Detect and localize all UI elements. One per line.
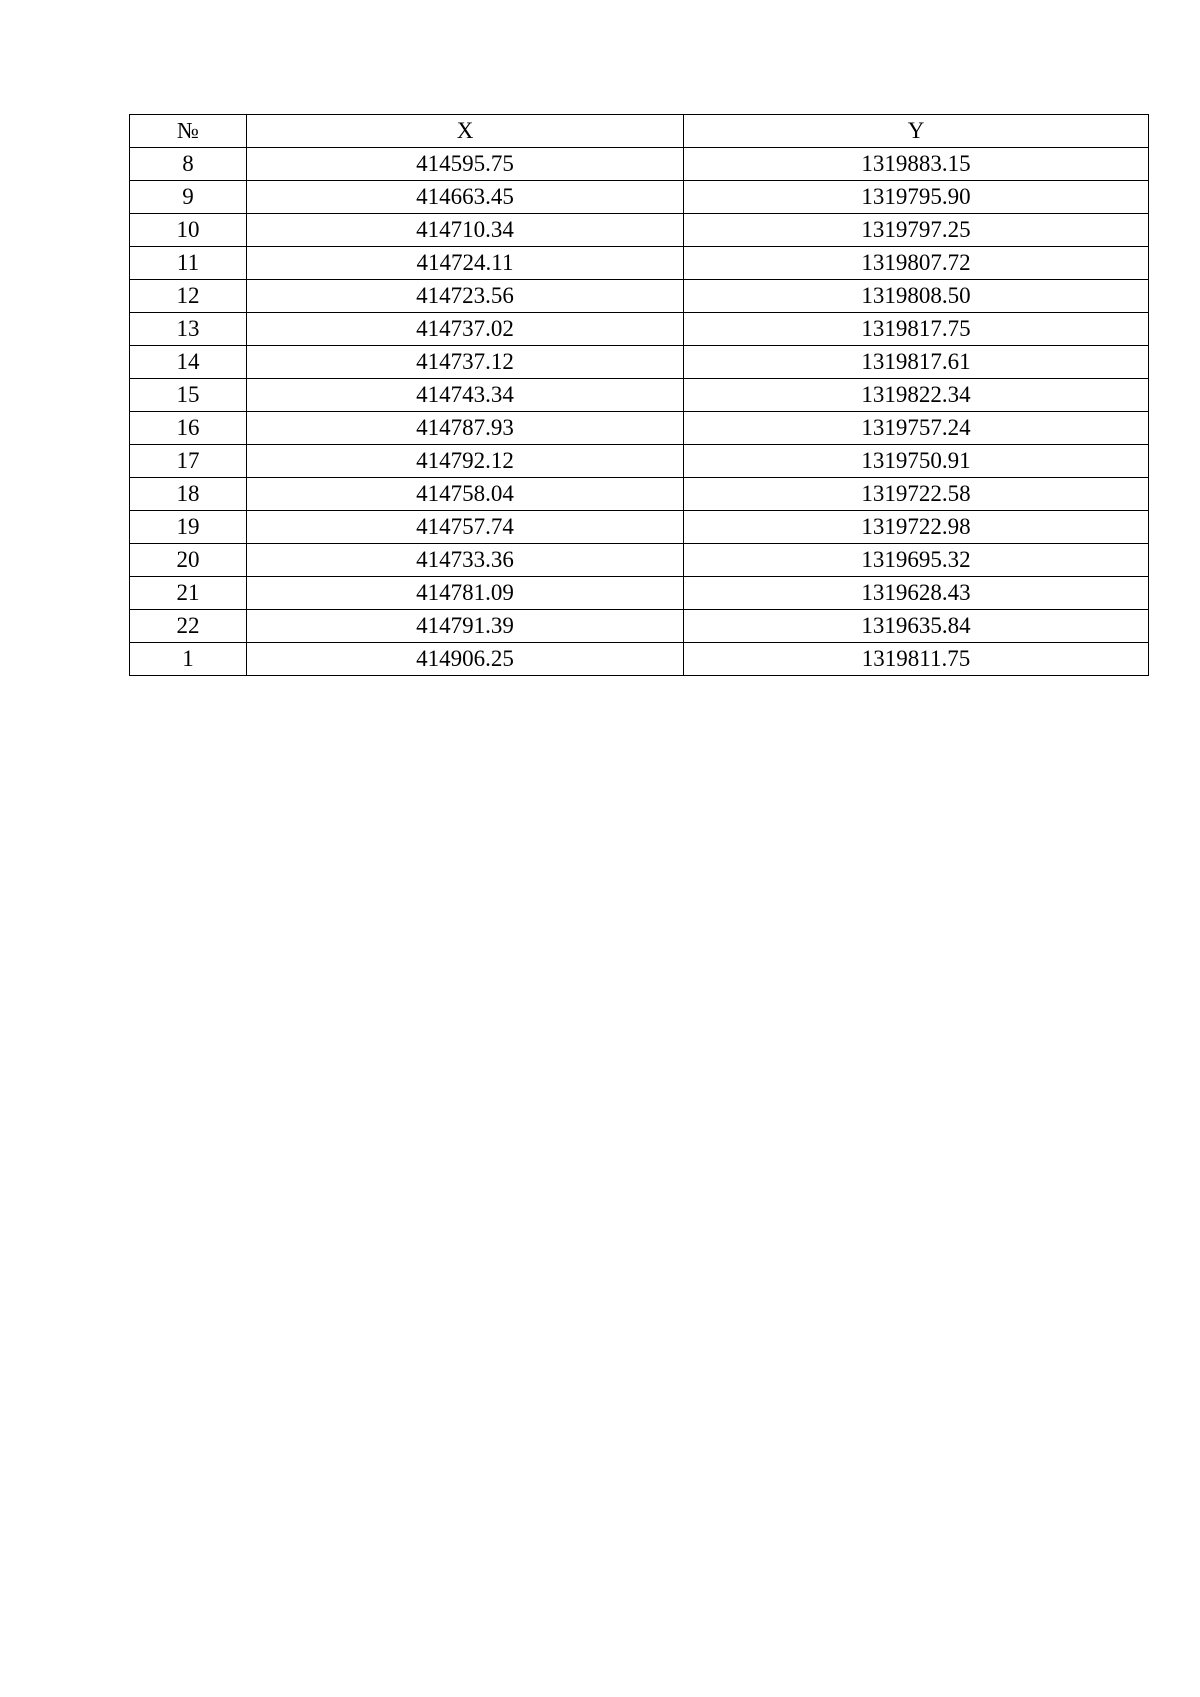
cell-x: 414724.11 — [247, 247, 684, 280]
cell-y: 1319750.91 — [684, 445, 1149, 478]
cell-y: 1319797.25 — [684, 214, 1149, 247]
cell-number: 1 — [130, 643, 247, 676]
cell-number: 22 — [130, 610, 247, 643]
table-row — [130, 280, 1149, 313]
cell-number: 10 — [130, 214, 247, 247]
cell-x: 414723.56 — [247, 280, 684, 313]
cell-number: 8 — [130, 148, 247, 181]
cell-y: 1319808.50 — [684, 280, 1149, 313]
header-number: № — [130, 115, 247, 148]
table-header — [130, 115, 1149, 148]
table-row — [130, 610, 1149, 643]
cell-x: 414758.04 — [247, 478, 684, 511]
cell-number: 17 — [130, 445, 247, 478]
cell-y: 1319817.75 — [684, 313, 1149, 346]
cell-number: 9 — [130, 181, 247, 214]
table-body — [130, 148, 1149, 676]
cell-number: 21 — [130, 577, 247, 610]
cell-y: 1319695.32 — [684, 544, 1149, 577]
table-row — [130, 511, 1149, 544]
header-x: X — [247, 115, 684, 148]
cell-x: 414787.93 — [247, 412, 684, 445]
cell-number: 16 — [130, 412, 247, 445]
cell-x: 414733.36 — [247, 544, 684, 577]
table-row — [130, 148, 1149, 181]
header-y: Y — [684, 115, 1149, 148]
cell-x: 414791.39 — [247, 610, 684, 643]
cell-y: 1319795.90 — [684, 181, 1149, 214]
header-row — [130, 115, 1149, 148]
table-row — [130, 181, 1149, 214]
cell-y: 1319635.84 — [684, 610, 1149, 643]
cell-x: 414710.34 — [247, 214, 684, 247]
cell-number: 12 — [130, 280, 247, 313]
table-row — [130, 478, 1149, 511]
table-row — [130, 445, 1149, 478]
cell-y: 1319757.24 — [684, 412, 1149, 445]
cell-number: 13 — [130, 313, 247, 346]
cell-x: 414906.25 — [247, 643, 684, 676]
cell-y: 1319811.75 — [684, 643, 1149, 676]
cell-x: 414663.45 — [247, 181, 684, 214]
table-row — [130, 379, 1149, 412]
table-row — [130, 577, 1149, 610]
cell-x: 414757.74 — [247, 511, 684, 544]
cell-number: 19 — [130, 511, 247, 544]
table-row — [130, 346, 1149, 379]
cell-y: 1319822.34 — [684, 379, 1149, 412]
cell-y: 1319883.15 — [684, 148, 1149, 181]
cell-number: 11 — [130, 247, 247, 280]
cell-x: 414737.12 — [247, 346, 684, 379]
coordinates-table — [129, 114, 1149, 676]
cell-number: 15 — [130, 379, 247, 412]
table-row — [130, 643, 1149, 676]
cell-y: 1319628.43 — [684, 577, 1149, 610]
table-row — [130, 214, 1149, 247]
cell-number: 14 — [130, 346, 247, 379]
cell-x: 414595.75 — [247, 148, 684, 181]
cell-y: 1319817.61 — [684, 346, 1149, 379]
cell-x: 414743.34 — [247, 379, 684, 412]
cell-number: 18 — [130, 478, 247, 511]
cell-x: 414737.02 — [247, 313, 684, 346]
table-row — [130, 544, 1149, 577]
table-row — [130, 247, 1149, 280]
cell-number: 20 — [130, 544, 247, 577]
table-row — [130, 412, 1149, 445]
cell-x: 414792.12 — [247, 445, 684, 478]
cell-y: 1319722.98 — [684, 511, 1149, 544]
cell-x: 414781.09 — [247, 577, 684, 610]
table-row — [130, 313, 1149, 346]
cell-y: 1319722.58 — [684, 478, 1149, 511]
cell-y: 1319807.72 — [684, 247, 1149, 280]
